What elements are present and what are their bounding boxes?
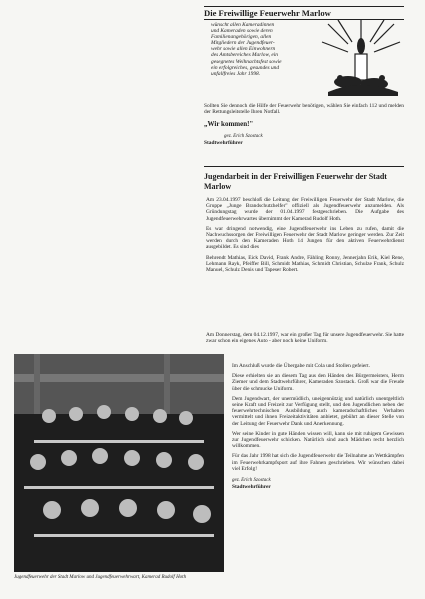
group-photo <box>14 354 224 572</box>
greeting-line: des Amtsbereiches Marlow, ein <box>211 52 278 59</box>
christmas-candle-icon <box>318 18 404 98</box>
greeting-section <box>204 8 404 18</box>
article-body-top <box>206 197 404 273</box>
greeting-line: und Kameraden sowie deren <box>211 28 273 35</box>
greeting-lines <box>211 22 319 77</box>
article-paragraph: Im Anschluß wurde die Übergabe mit Cola und Stollen gefeiert. <box>232 363 370 369</box>
section-rule <box>204 166 404 167</box>
greeting-line: ein erfolgreiches, gesundes und <box>211 64 280 71</box>
article-paragraph: Am 23.04.1997 beschloß die Leitung der Freiwilligen Feuerwehr der Stadt Marlow, die Gruppe „Junge Brandschutzhelfer" offiziell als Jugendfeuerwehr anzumelden. Als Gründungstag wurde der 01.04.1997 festgeschrieben. Die Aufgabe des Jugendfeuerwehrwartes übernimmt der Kamerad Rudolf Hoth. <box>206 197 404 222</box>
article-signature-name: gez. Erich Szostack <box>232 478 271 484</box>
article-paragraph: Diese erhielten sie an diesem Tag aus den Händen des Bürgermeisters, Herrn Ziemer und dem Stadtwehrführer, Kameraden Szostack. Groß war die Freude über die schmucke Uniform. <box>232 373 404 392</box>
greeting-line: wünscht allen Kameradinnen <box>211 22 275 28</box>
article-body-bottom <box>232 363 404 490</box>
article-paragraph: Es war dringend notwendig, eine Jugendfeuerwehr ins Leben zu rufen, damit die Nachwuchssorgen der Freiwilligen Feuerwehr der Stadt Marlow geringer werden. Zur Zeit werden durch den Kameraden Hoth 14 Jungen für den aktiven Feuerwehrdienst ausgebildet. Es sind dies <box>206 225 404 251</box>
signature-name: gez. Erich Szostack <box>224 134 263 140</box>
top-rule <box>204 6 404 7</box>
group-photo-image <box>14 354 224 572</box>
greeting-title: Die Freiwillige Feuerwehr Marlow <box>204 8 331 18</box>
greeting-line: wehr sowie allen Einwohnern <box>211 46 276 53</box>
slogan: „Wir kommen!" <box>204 120 254 129</box>
article-paragraph: Am Donnerstag, dem 04.12.1997, war ein großer Tag für unsere Jugendfeuerwehr. Sie hatte zwar schon ein eigenes Auto - aber noch keine Uniform. <box>206 332 404 345</box>
greeting-line: unfallfreies Jahr 1998. <box>211 70 261 77</box>
greeting-footer <box>204 103 404 146</box>
signature-role: Stadtwehrführer <box>204 140 243 147</box>
greeting-line: Familienangehörigen, allen <box>211 34 272 41</box>
article-paragraph: Behrendt Mathias, Eick David, Frank Andre, Fähling Ronny, Jennerjahn Erik, Kiel Rene, Lehmann Rayk, Pfeiffer Bill, Schmidt Mathias, Schmidt Christian, Schulze Frank, Schulz Manuel, Schulz Denis und Tapeser Robert. <box>206 254 404 274</box>
emergency-text: Sollten Sie dennoch die Hilfe der Feuerwehr benötigen, wählen Sie einfach 112 und melden der Rettungsleitstelle Ihren Notfall. <box>204 103 404 116</box>
article-paragraph: Wer seine Kinder in gute Händen wissen will, kann sie mit ruhigem Gewissen zur Jugendfeuerwehr schicken. Natürlich sind auch Mädchen recht herzlich willkommen. <box>232 430 404 450</box>
article-wide-block <box>14 332 404 344</box>
article-header <box>204 172 404 192</box>
photo-caption: Jugendfeuerwehr der Stadt Marlow und Jugendfeuerwehrwart, Kamerad Rudolf Hoth <box>14 575 187 580</box>
article-paragraph: Für das Jahr 1998 hat sich die Jugendfeuerwehr die Teilnahme an Wettkämpfen im Feuerwehrkampfsport auf ihre Fahnen geschrieben. Wir wünschen dabei viel Erfolg! <box>232 453 404 472</box>
greeting-line: gesegnetes Weihnachtsfest sowie <box>211 58 282 65</box>
article-title: Jugendarbeit in der Freiwilligen Feuerwehr der Stadt Marlow <box>204 172 387 191</box>
article-paragraph: Dem Jugendwart, der unermüdlich, uneigennützig und natürlich unentgeltlich seine Kraft und Freizeit zur Verfügung stellt, und den Jugendlichen neben der feuerwehrtechnischen Ausbildung auch kameradschaftliches Verhalten vermittelt und ihnen Freizeitaktivitäten anbietet, gebührt an dieser Stelle von der Leitung der Feuerwehr Dank und Anerkennung. <box>232 395 404 427</box>
greeting-line: Mitgliedern der Jugendfeuer- <box>211 40 275 47</box>
article-signature-role: Stadtwehrführer <box>232 484 271 491</box>
